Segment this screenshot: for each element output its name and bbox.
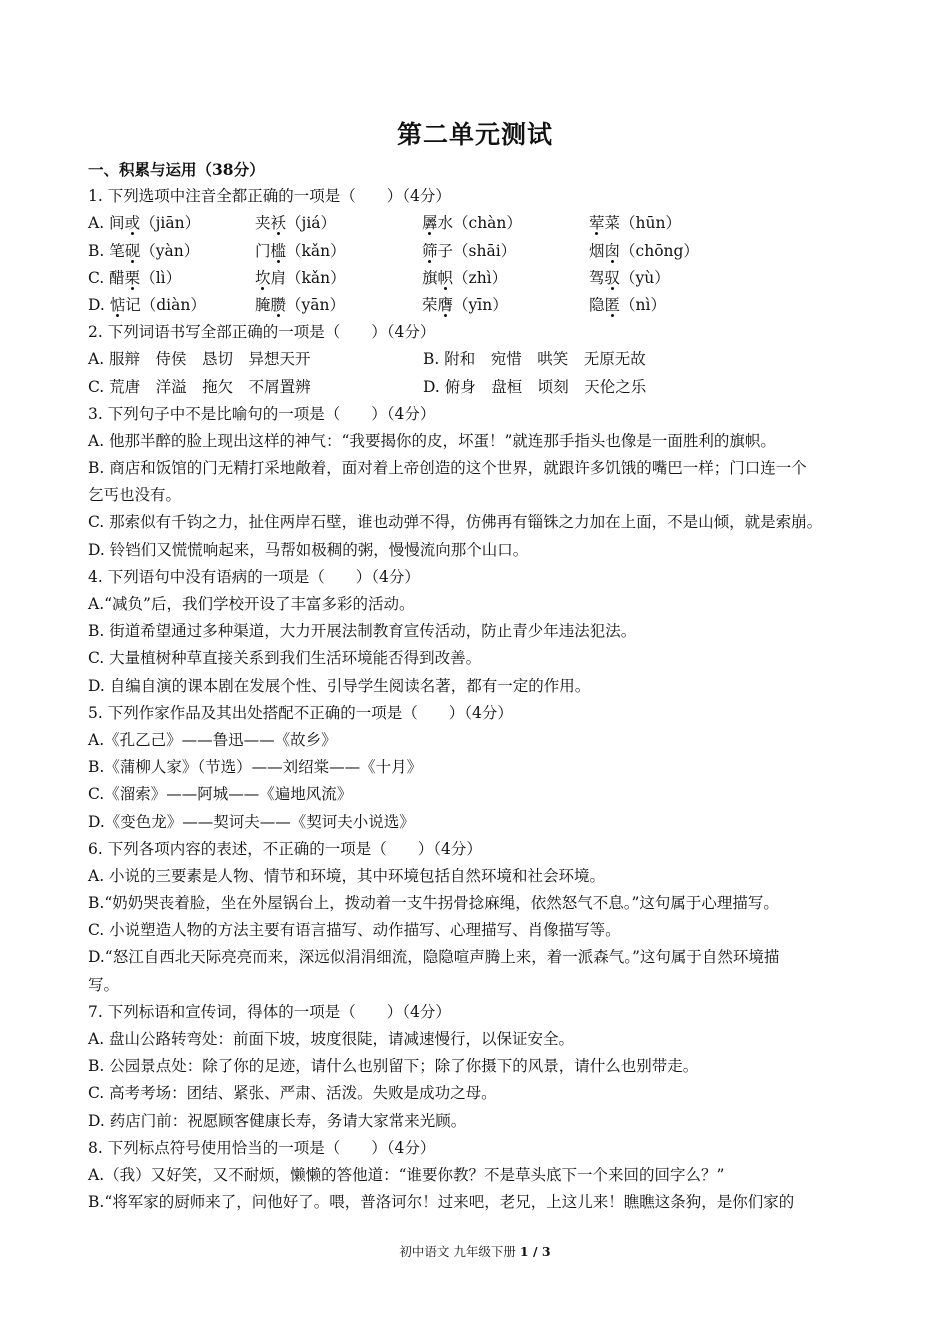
emphasized-character: 帜	[437, 268, 454, 287]
pinyin-item	[589, 210, 756, 237]
pinyin-item-prefix: 隐	[589, 295, 605, 314]
option-a: A. 盘山公路转弯处：前面下坡，坡度很陡，请减速慢行，以保证安全。	[88, 1030, 575, 1048]
emphasized-character: 羼	[422, 214, 438, 233]
option-b: B. 商店和饭馆的门无精打采地敞着，面对着上帝创造的这个世界，就跟许多饥饿的嘴巴一样；门口连一个	[88, 459, 807, 478]
pinyin-item-prefix: 烟	[589, 241, 605, 260]
question-4-stem: 4. 下列语句中没有语病的一项是（ ）（4分）	[88, 567, 420, 586]
option-d: D.“怒江自西北天际亮亮而来，深远似涓涓细流，隐隐喧声腾上来，着一派森气。”这句属于自然环境描	[88, 948, 780, 967]
option-c: C. 小说塑造人物的方法主要有语言描写、动作描写、心理描写、肖像描写等。	[88, 921, 621, 940]
pinyin-item	[88, 238, 255, 265]
pinyin-item-suffix: （jiá）	[286, 214, 337, 233]
question-1-option-row	[88, 210, 866, 237]
option-a: A.“减负”后，我们学校开设了丰富多彩的活动。	[88, 595, 415, 613]
pinyin-item-prefix: 腌	[255, 295, 271, 314]
pinyin-item	[255, 265, 422, 292]
pinyin-item	[422, 238, 589, 265]
pinyin-item	[422, 210, 589, 237]
question-2-option-row	[88, 374, 866, 401]
pinyin-item	[255, 238, 422, 265]
question-8-stem: 8. 下列标点符号使用恰当的一项是（ ）（4分）	[88, 1138, 436, 1157]
option-b: B. 公园景点处：除了你的足迹，请什么也别留下；除了你摄下的风景，请什么也别带走。	[88, 1057, 699, 1076]
question-1-option-row	[88, 292, 866, 319]
emphasized-character: 匿	[604, 295, 621, 314]
pinyin-item-prefix: 夹	[255, 214, 271, 233]
pinyin-item	[255, 292, 422, 319]
option-b: B.“将军家的厨师来了，问他好了。喂，普洛诃尔！过来吧，老兄，上这儿来！瞧瞧这条狗，是你们家的	[88, 1193, 795, 1212]
pinyin-item-suffix: 水（chàn）	[437, 214, 522, 233]
question-5-stem: 5. 下列作家作品及其出处搭配不正确的一项是（ ）（4分）	[88, 703, 513, 722]
option-b: B. 街道希望通过多种渠道，大力开展法制教育宣传活动，防止青少年违法犯法。	[88, 622, 637, 641]
option-text: A. 服辩 侍侯 恳切 异想天开	[88, 350, 311, 369]
question-1-option-row	[88, 265, 866, 292]
option-c: C. 高考考场：团结、紧张、严肃、活泼。失败是成功之母。	[88, 1084, 497, 1103]
emphasized-character: 膺	[437, 295, 454, 314]
option-text: B. 附和 宛惜 哄笑 无原无故	[423, 350, 646, 369]
emphasized-character: 坎	[255, 268, 271, 287]
emphasized-character: 栗	[124, 268, 141, 287]
pinyin-item-prefix: D.	[88, 295, 110, 314]
pinyin-item	[422, 265, 589, 292]
question-2-option-row	[88, 346, 866, 373]
option-b-continued: 乞丐也没有。	[88, 486, 182, 505]
footer-subject: 初中语文	[399, 1244, 450, 1259]
pinyin-item-suffix: 子（shāi）	[437, 241, 517, 260]
emphasized-character: 荤	[589, 214, 605, 233]
pinyin-item	[88, 265, 255, 292]
pinyin-item-suffix: 记（diàn）	[125, 295, 206, 314]
pinyin-item-prefix: 旗	[422, 268, 438, 287]
pinyin-item	[422, 292, 589, 319]
question-2-stem: 2. 下列词语书写全部正确的一项是（ ）（4分）	[88, 323, 436, 342]
pinyin-item	[589, 265, 756, 292]
pinyin-item-suffix: 菜（hūn）	[604, 214, 681, 233]
option-d: D. 铃铛们又慌慌响起来，马帮如极稠的粥，慢慢流向那个山口。	[88, 540, 529, 559]
pinyin-item-prefix: C. 醋	[88, 268, 125, 287]
emphasized-character: 筛	[422, 241, 438, 260]
question-1-option-row	[88, 238, 866, 265]
option-d: D. 自编自演的课本剧在发展个性、引导学生阅读名著，都有一定的作用。	[88, 676, 591, 695]
option-b: B.《蒲柳人家》（节选）——刘绍棠——《十月》	[88, 758, 423, 777]
option-c: C. 那索似有千钧之力，扯住两岸石壁，谁也动弹不得，仿佛再有锱铢之力加在上面，不是山倾，就是索崩。	[88, 513, 823, 532]
question-7-stem: 7. 下列标语和宣传词，得体的一项是（ ）（4分）	[88, 1002, 451, 1021]
pinyin-item	[88, 292, 255, 319]
pinyin-item-suffix: （nì）	[620, 295, 666, 314]
page-footer	[0, 1242, 950, 1260]
emphasized-character: 驭	[604, 268, 621, 287]
question-6-stem: 6. 下列各项内容的表述，不正确的一项是（ ）（4分）	[88, 839, 482, 858]
pinyin-item-suffix: （kǎn）	[286, 241, 346, 260]
pinyin-item	[255, 210, 422, 237]
pinyin-item	[88, 210, 255, 237]
pinyin-item-suffix: （chōng）	[620, 241, 699, 260]
question-1-stem: 1. 下列选项中注音全都正确的一项是（ ）（4分）	[88, 187, 451, 206]
question-1-options	[88, 210, 866, 319]
emphasized-character: 槛	[270, 241, 287, 260]
pinyin-item-prefix: B. 笔	[88, 241, 125, 260]
pinyin-item-suffix: （jiān）	[140, 214, 201, 233]
pinyin-item-prefix: 荣	[422, 295, 438, 314]
option-c: C.《溜索》——阿城——《遍地风流》	[88, 785, 353, 804]
pinyin-item-suffix: （yīn）	[453, 295, 508, 314]
emphasized-character: 囱	[604, 241, 621, 260]
option-d: D. 药店门前：祝愿顾客健康长寿，务请大家常来光顾。	[88, 1111, 467, 1130]
pinyin-item-suffix: （yàn）	[140, 241, 200, 260]
pinyin-item-prefix: A. 间	[88, 214, 125, 233]
pinyin-item-prefix: 驾	[589, 268, 605, 287]
emphasized-character: 袄	[270, 214, 287, 233]
pinyin-item	[589, 238, 756, 265]
pinyin-item-suffix: （yān）	[286, 295, 346, 314]
option-a: A.（我）又好笑，又不耐烦，懒懒的答他道：“谁要你教？不是草头底下一个来回的回字么？”	[88, 1165, 725, 1184]
page-title: 第二单元测试	[396, 120, 553, 149]
option-c: C. 大量植树种草直接关系到我们生活环境能否得到改善。	[88, 649, 482, 668]
pinyin-item-suffix: 肩（kǎn）	[270, 268, 346, 287]
pinyin-item	[589, 292, 756, 319]
question-content	[88, 156, 866, 1216]
pinyin-item-suffix: （yù）	[620, 268, 670, 287]
option-b: B.“奶奶哭丧着脸，坐在外屋锅台上，拨动着一支牛拐骨捻麻绳，依然怒气不息。”这句属于心理描写。	[88, 894, 779, 913]
question-3-stem: 3. 下列句子中不是比喻句的一项是（ ）（4分）	[88, 404, 436, 423]
emphasized-character: 臜	[270, 295, 287, 314]
page-number: 1 / 3	[519, 1244, 551, 1259]
pinyin-item-suffix: （lì）	[140, 268, 182, 287]
footer-grade: 九年级下册	[453, 1244, 516, 1259]
pinyin-item-prefix: 门	[255, 241, 271, 260]
option-text: C. 荒唐 洋溢 拖欠 不屑置辨	[88, 377, 311, 396]
option-d: D.《变色龙》——契诃夫——《契诃夫小说选》	[88, 812, 415, 831]
pinyin-item-suffix: （zhì）	[453, 268, 508, 287]
emphasized-character: 或	[124, 214, 141, 233]
option-text: D. 俯身 盘桓 顷刻 天伦之乐	[423, 377, 647, 396]
option-a: A. 小说的三要素是人物、情节和环境，其中环境包括自然环境和社会环境。	[88, 866, 606, 885]
option-a: A. 他那半醉的脸上现出这样的神气：“我要揭你的皮，坏蛋！”就连那手指头也像是一面胜利的旗帜。	[88, 431, 776, 450]
option-d-continued: 写。	[88, 975, 120, 994]
emphasized-character: 砚	[124, 241, 141, 260]
section-heading: 一、积累与运用（38分）	[88, 160, 265, 179]
emphasized-character: 惦	[109, 295, 126, 314]
option-a: A.《孔乙己》——鲁迅——《故乡》	[88, 730, 337, 749]
